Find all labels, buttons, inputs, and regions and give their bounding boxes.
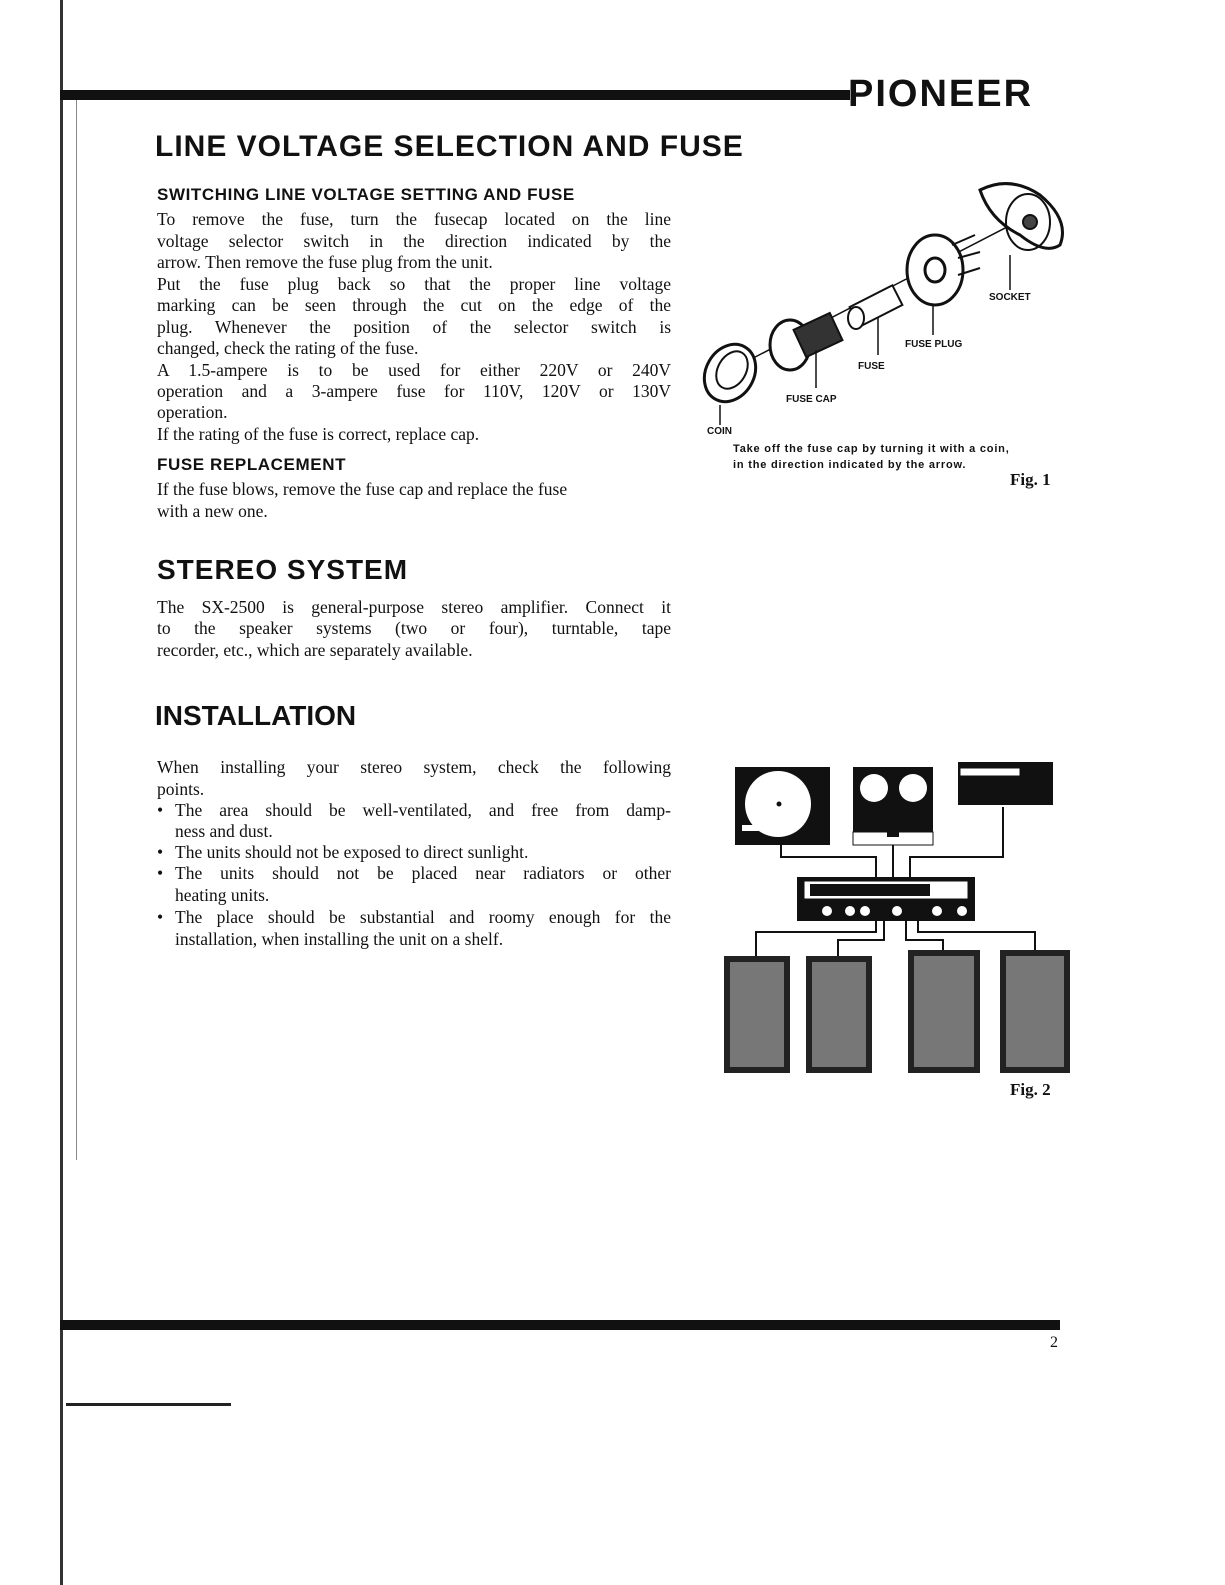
socket-drawing (980, 184, 1063, 250)
bullet-icon: • (157, 907, 164, 927)
page-number: 2 (1050, 1334, 1058, 1351)
label-coin: COIN (707, 426, 732, 437)
tape-recorder-icon (853, 767, 933, 845)
paragraph-line: recorder, etc., which are separately available. (157, 640, 473, 660)
footer-rule (60, 1320, 1060, 1330)
bullet-line: The place should be substantial and roomy enough for the (175, 907, 671, 927)
paragraph-line: operation and a 3-ampere fuse for 110V, 120V or 130V (157, 381, 671, 401)
paragraph-line: to the speaker systems (two or four), turntable, tape (157, 618, 671, 638)
paragraph-line: When installing your stereo system, check the following (157, 757, 671, 777)
turntable-icon (735, 767, 830, 845)
paragraph-line: If the rating of the fuse is correct, replace cap. (157, 424, 480, 444)
paragraph-line: The SX-2500 is general-purpose stereo amplifier. Connect it (157, 597, 671, 617)
amplifier-icon (797, 877, 975, 921)
left-margin-line (60, 0, 63, 1585)
left-margin-line-inner (76, 100, 77, 1160)
paragraph-line: points. (157, 779, 205, 799)
label-fuse: FUSE (858, 361, 885, 372)
paragraph-line: voltage selector switch in the direction indicated by the (157, 231, 671, 251)
bullet-line: The units should not be exposed to direct sunlight. (175, 842, 529, 862)
fig2-label: Fig. 2 (1010, 1080, 1051, 1099)
stereo-system-diagram (700, 740, 1080, 1080)
subheading-fuse-replacement: FUSE REPLACEMENT (157, 455, 347, 474)
paragraph-line: operation. (157, 402, 228, 422)
paragraph-line: To remove the fuse, turn the fusecap located on the line (157, 209, 671, 229)
fig1-caption-line: Take off the fuse cap by turning it with a coin, (733, 443, 1010, 455)
speaker-icon (724, 956, 790, 1073)
binding-mark (66, 1403, 231, 1406)
bullet-line: ness and dust. (175, 821, 273, 841)
bullet-icon: • (157, 863, 164, 883)
bullet-line: The area should be well-ventilated, and free from damp- (175, 800, 671, 820)
bullet-icon: • (157, 842, 164, 862)
bullet-line: installation, when installing the unit on a shelf. (175, 929, 504, 949)
label-fuse-cap: FUSE CAP (786, 394, 837, 405)
paragraph-line: plug. Whenever the position of the selector switch is (157, 317, 671, 337)
speaker-icon (908, 950, 980, 1073)
fuse-drawing (848, 285, 902, 329)
paragraph-line: changed, check the rating of the fuse. (157, 338, 419, 358)
fig1-caption-line: in the direction indicated by the arrow. (733, 459, 967, 471)
header-rule (60, 90, 850, 100)
label-socket: SOCKET (989, 292, 1031, 303)
fuse-plug-drawing (907, 235, 980, 305)
fuse-cap-drawing (770, 313, 842, 370)
paragraph-line: with a new one. (157, 501, 268, 521)
label-fuse-plug: FUSE PLUG (905, 339, 963, 350)
paragraph-line: A 1.5-ampere is to be used for either 220V or 240V (157, 360, 671, 380)
fig1-label: Fig. 1 (1010, 470, 1051, 489)
subheading-switching: SWITCHING LINE VOLTAGE SETTING AND FUSE (157, 185, 575, 204)
section-title-installation: INSTALLATION (155, 700, 357, 731)
section-title-stereo: STEREO SYSTEM (157, 554, 409, 585)
bullet-line: heating units. (175, 885, 270, 905)
speaker-icon (1000, 950, 1070, 1073)
bullet-icon: • (157, 800, 164, 820)
section-title-line-voltage: LINE VOLTAGE SELECTION AND FUSE (155, 130, 744, 163)
speaker-icon (806, 956, 872, 1073)
bullet-line: The units should not be placed near radiators or other (175, 863, 671, 883)
tuner-icon (958, 762, 1053, 805)
pioneer-logo: PIONEER (848, 73, 1034, 115)
coin-drawing (694, 335, 766, 411)
paragraph-line: If the fuse blows, remove the fuse cap and replace the fuse (157, 479, 568, 499)
paragraph-line: marking can be seen through the cut on the edge of the (157, 295, 671, 315)
paragraph-line: arrow. Then remove the fuse plug from the unit. (157, 252, 493, 272)
paragraph-line: Put the fuse plug back so that the proper line voltage (157, 274, 671, 294)
